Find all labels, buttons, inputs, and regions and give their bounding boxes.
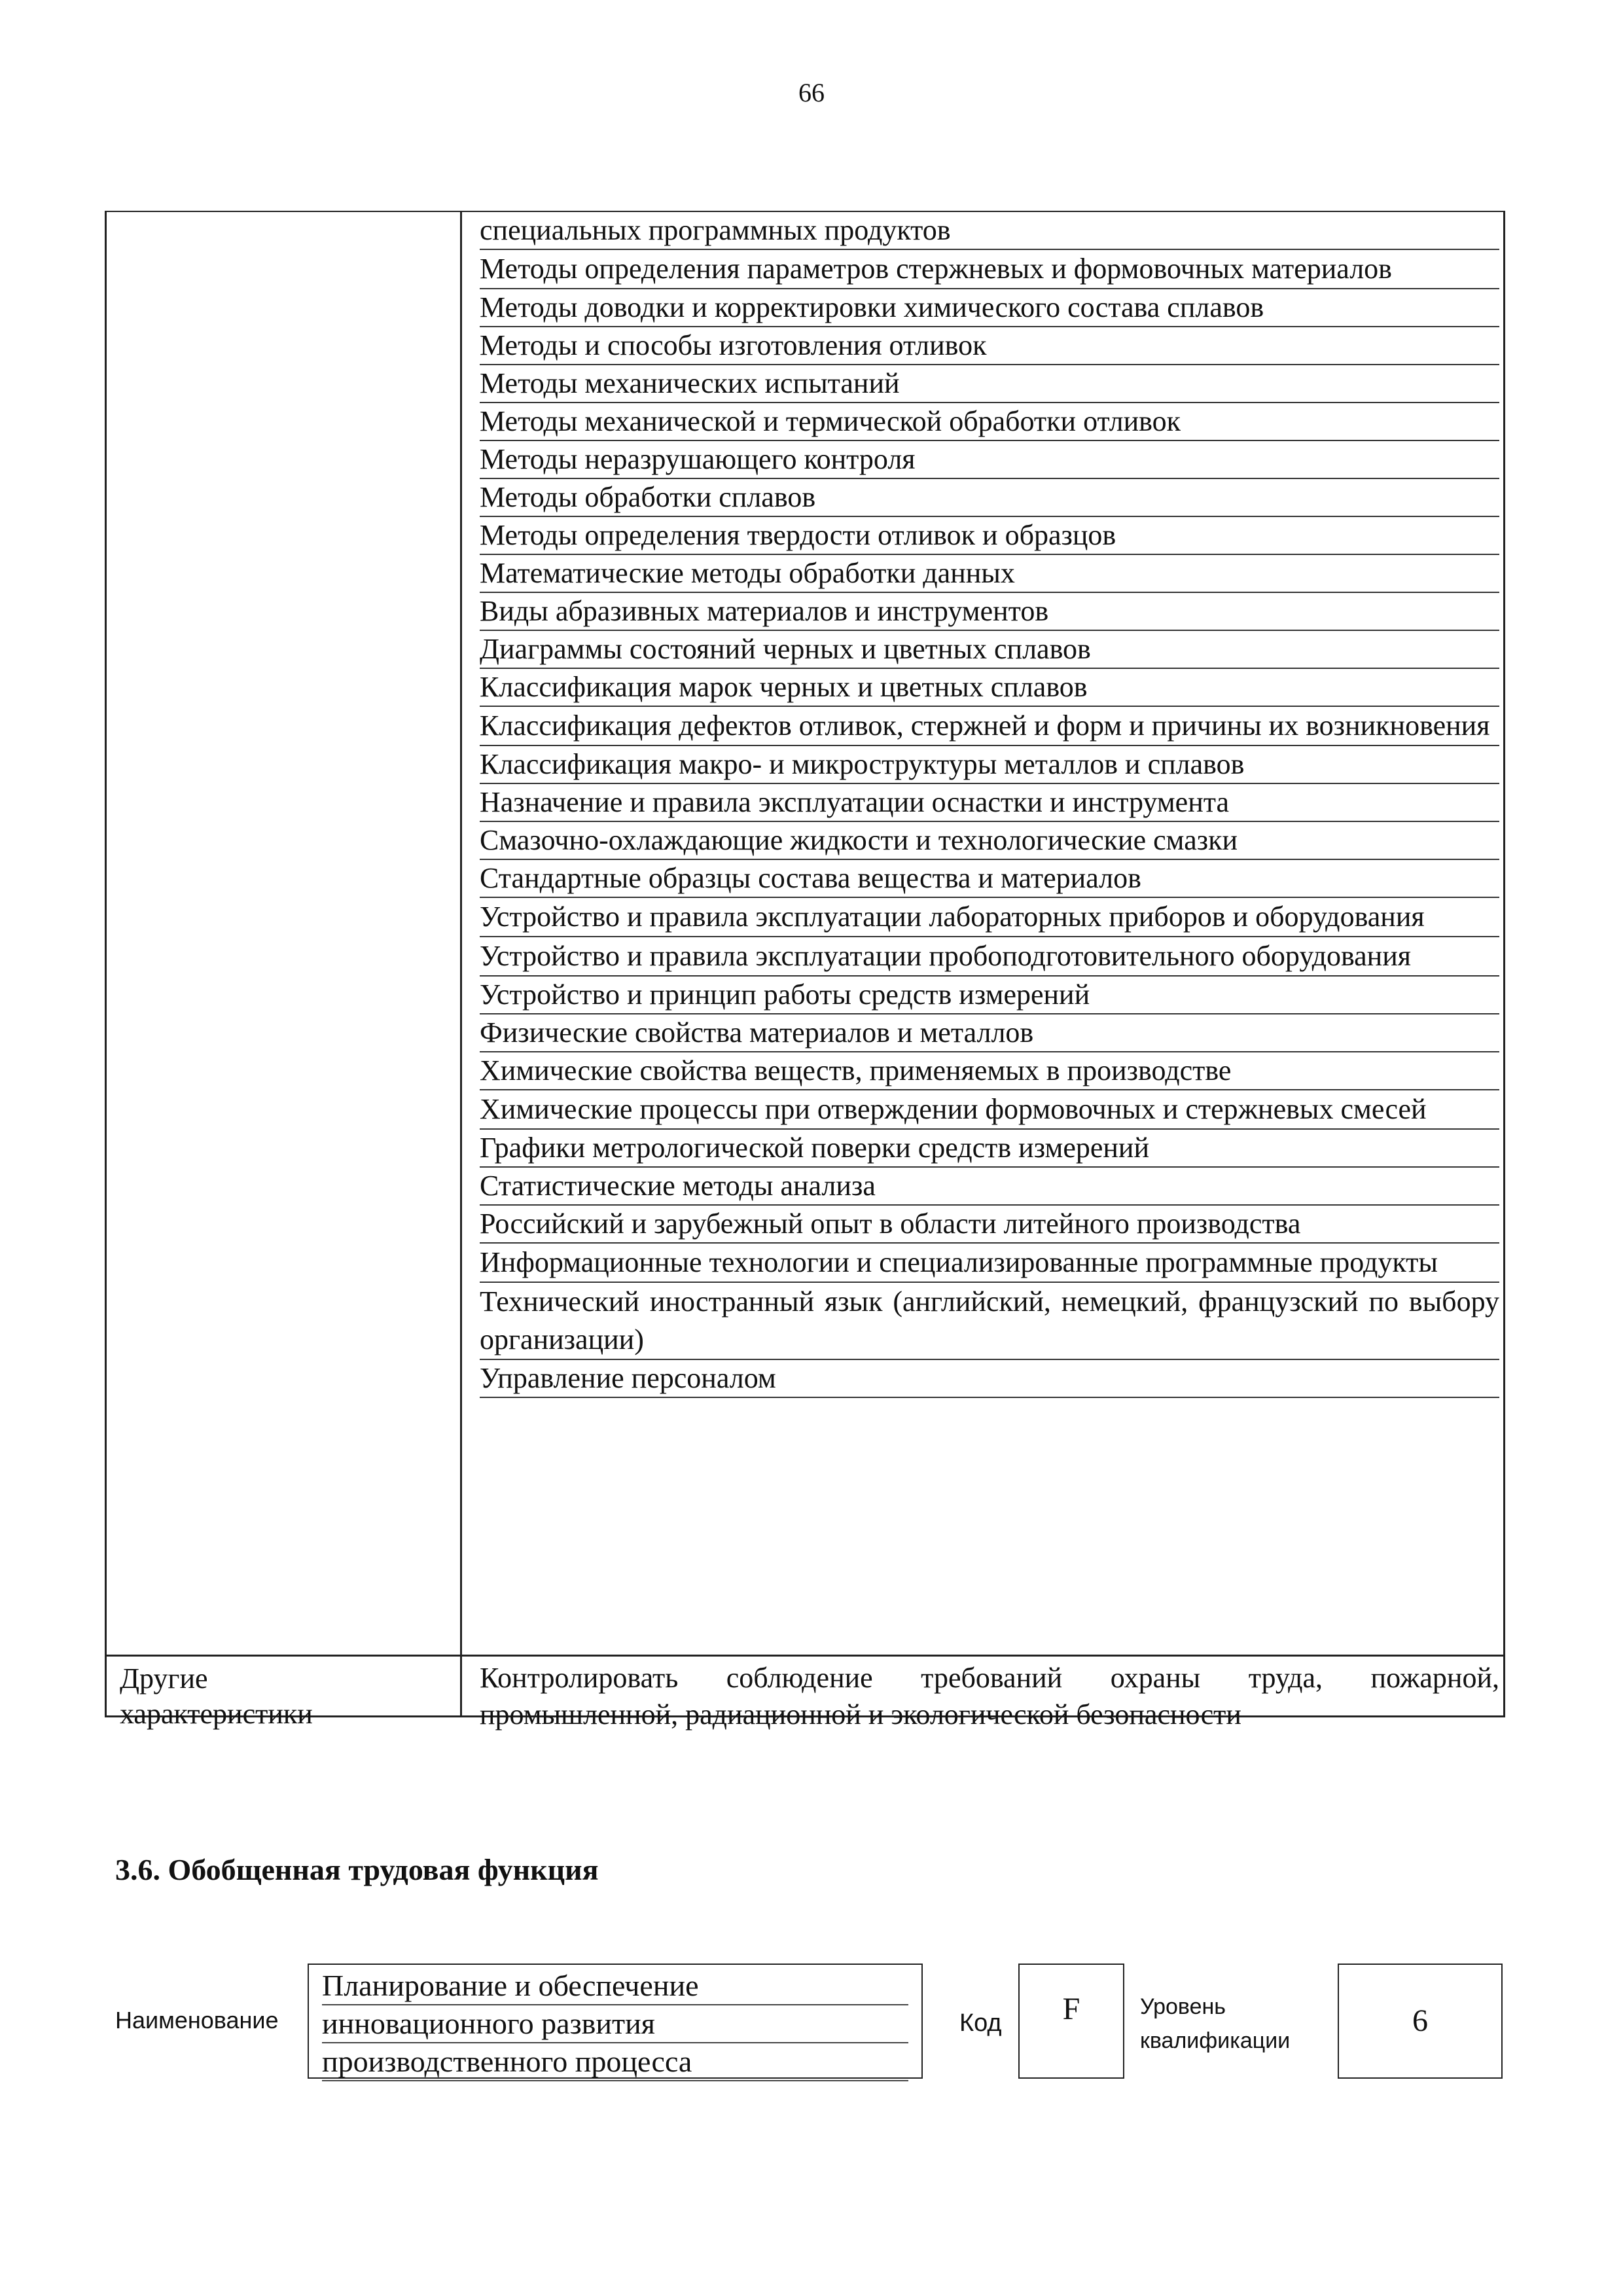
level-label-line: квалификации (1140, 2028, 1291, 2053)
knowledge-item: Методы определения твердости отливок и образцов (480, 517, 1499, 555)
knowledge-item: Устройство и принцип работы средств измерений (480, 977, 1499, 1014)
knowledge-item: Методы определения параметров стержневых и формовочных материалов (480, 250, 1499, 289)
knowledge-item: Устройство и правила эксплуатации пробоподготовительного оборудования (480, 937, 1499, 977)
name-line: Планирование и обеспечение (322, 1967, 908, 2005)
knowledge-item: Виды абразивных материалов и инструментов (480, 593, 1499, 631)
knowledge-item: Методы неразрушающего контроля (480, 441, 1499, 479)
knowledge-item: Технический иностранный язык (английский, немецкий, французский по выбору организации) (480, 1283, 1499, 1360)
other-label-line: Другие (120, 1662, 208, 1695)
name-line: производственного процесса (322, 2043, 908, 2081)
knowledge-item: Стандартные образцы состава вещества и материалов (480, 860, 1499, 898)
level-field: 6 (1338, 1964, 1503, 2079)
knowledge-item: Статистические методы анализа (480, 1168, 1499, 1206)
knowledge-item: Классификация дефектов отливок, стержней и форм и причины их возникновения (480, 707, 1499, 746)
knowledge-item: Методы обработки сплавов (480, 479, 1499, 517)
knowledge-table (105, 211, 1505, 1731)
knowledge-item: Классификация макро- и микроструктуры металлов и сплавов (480, 746, 1499, 784)
level-label-line: Уровень (1140, 1994, 1226, 2019)
other-characteristics-text: Контролировать соблюдение требований охраны труда, пожарной, промышленной, радиационной и экологической безопасности (480, 1662, 1499, 1731)
knowledge-item: Химические процессы при отверждении формовочных и стержневых смесей (480, 1090, 1499, 1130)
page-number: 66 (798, 78, 825, 107)
knowledge-item: Методы механической и термической обработки отливок (480, 403, 1499, 441)
function-form (0, 1964, 1623, 2094)
knowledge-item: Физические свойства материалов и металлов (480, 1014, 1499, 1052)
code-label: Код (959, 2009, 1002, 2037)
knowledge-item: Устройство и правила эксплуатации лабораторных приборов и оборудования (480, 898, 1499, 937)
code-field: F (1018, 1964, 1124, 2079)
knowledge-list (480, 212, 1499, 1398)
knowledge-item: Методы механических испытаний (480, 365, 1499, 403)
section-heading: 3.6. Обобщенная трудовая функция (115, 1853, 599, 1886)
knowledge-item: Методы доводки и корректировки химического состава сплавов (480, 289, 1499, 327)
name-label: Наименование (115, 2007, 279, 2034)
knowledge-item: Информационные технологии и специализированные программные продукты (480, 1244, 1499, 1283)
knowledge-item: Классификация марок черных и цветных сплавов (480, 669, 1499, 707)
other-characteristics-label (120, 1661, 447, 1732)
knowledge-item: Управление персоналом (480, 1360, 1499, 1398)
other-row-divider (107, 1655, 1503, 1657)
column-divider (460, 212, 462, 1715)
knowledge-item: специальных программных продуктов (480, 212, 1499, 250)
knowledge-item: Назначение и правила эксплуатации оснастки и инструмента (480, 784, 1499, 822)
knowledge-item: Смазочно-охлаждающие жидкости и технологические смазки (480, 822, 1499, 860)
knowledge-item: Химические свойства веществ, применяемых в производстве (480, 1052, 1499, 1090)
knowledge-item: Методы и способы изготовления отливок (480, 327, 1499, 365)
other-label-line: характеристики (120, 1698, 313, 1730)
name-field (308, 1964, 923, 2079)
knowledge-item: Российский и зарубежный опыт в области литейного производства (480, 1206, 1499, 1244)
knowledge-item: Графики метрологической поверки средств измерений (480, 1130, 1499, 1168)
name-line: инновационного развития (322, 2005, 908, 2043)
level-label (1140, 1990, 1290, 2058)
knowledge-item: Диаграммы состояний черных и цветных сплавов (480, 631, 1499, 669)
knowledge-item: Математические методы обработки данных (480, 555, 1499, 593)
